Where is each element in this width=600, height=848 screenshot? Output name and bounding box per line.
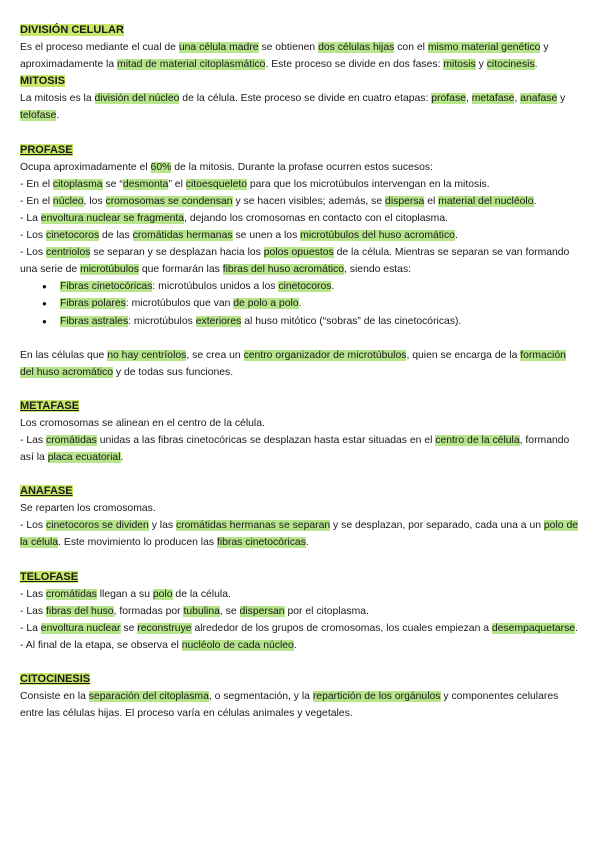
highlighted-term: cinetocoros se dividen [46,520,149,532]
text-run: , siendo estas: [344,264,412,276]
highlighted-term: mismo material genético [427,42,541,54]
section-title-division: DIVISIÓN CELULAR [20,24,124,36]
metafase-line-1 [20,415,582,432]
text-run: - Las [20,434,46,446]
text-run: . [331,281,335,293]
text-run: unidas a las fibras cinetocóricas se desplazan hasta estar situadas en el [96,434,436,446]
text-run: y [557,93,566,105]
profase-line-1 [20,159,582,176]
text-run: La mitosis es la [20,93,95,105]
anafase-line-2 [20,517,582,551]
text-run: de la célula. [172,588,231,600]
highlighted-term: polo de la célula [20,520,578,549]
text-run: y [475,59,487,71]
highlighted-term: Fibras polares [60,298,126,310]
text-run: , se crea un [186,349,244,361]
section-title-profase: PROFASE [20,143,73,156]
highlighted-term: polo [152,588,173,600]
highlighted-term: centro de la célula [435,434,520,446]
fibras-list [20,278,582,329]
text-run: - En el [20,178,53,190]
telofase-line-3 [20,620,582,637]
text-run: de las [99,230,133,242]
text-run: . [293,639,297,651]
text-run: . [454,230,458,242]
profase-line-5 [20,227,582,244]
highlighted-term: citoesqueleto [185,178,248,190]
highlighted-term: reconstruye [137,622,192,634]
highlighted-term: mitosis [443,59,476,71]
text-run: y componentes celulares entre las células hijas. El proceso varía en células animales y vegetales. [20,691,559,720]
text-run: se separan y se desplazan hacia los [90,247,264,259]
highlighted-term: cromátidas hermanas [132,230,233,242]
highlighted-term: cinetocoros [278,281,332,293]
highlighted-term: placa ecuatorial [47,452,121,464]
text-run: , o segmentación, y la [208,691,313,703]
highlighted-term: microtúbulos del huso acromático [300,230,455,242]
text-run: . [298,298,302,310]
text-run: de la célula. Mientras se separan se van formando una serie de [20,247,570,276]
highlighted-term: citoplasma [52,178,103,190]
text-run: . [575,622,578,634]
highlighted-term: de polo a polo [233,298,299,310]
section-title-metafase: METAFASE [20,399,80,412]
section-title-mitosis: MITOSIS [20,75,66,88]
highlighted-term: mitad de material citoplasmático [117,59,266,71]
text-run: para que los microtúbulos intervengan en la mitosis. [247,178,490,190]
text-run: y las [148,520,176,532]
text-run: Se reparten los cromosomas. [20,503,156,515]
highlighted-term: tubulina [183,605,220,617]
text-run: se [120,622,138,634]
highlighted-term: desempaquetarse [491,622,576,634]
highlighted-term: fibras del huso acromático [222,264,345,276]
highlighted-term: fibras del huso [46,605,114,617]
text-run: . [120,452,124,464]
section-title-citocinesis: CITOCINESIS [20,673,91,685]
text-run: - Los [20,230,46,242]
highlighted-term: citocinesis [486,59,535,71]
text-run: . [533,195,537,207]
text-run: - La [20,212,41,224]
text-run: : microtúbulos unidos a los [152,281,279,293]
profase-line-3 [20,193,582,210]
profase-line-6 [20,244,582,278]
highlighted-term: centriolos [46,247,91,259]
highlighted-term: una célula madre [178,42,259,54]
division-intro [20,39,582,73]
text-run: . [56,110,60,122]
text-run: . [305,537,309,549]
text-run: , [465,93,472,105]
text-run: , los [83,195,106,207]
text-run: al huso mitótico (“sobras” de las cinetocóricas). [241,315,462,327]
text-run: - Las [20,605,46,617]
highlighted-term: dos células hijas [318,42,395,54]
highlighted-term: polos opuestos [263,247,334,259]
text-run: Ocupa aproximadamente el [20,161,151,173]
telofase-line-1 [20,586,582,603]
text-run: : microtúbulos [128,315,196,327]
highlighted-term: exteriores [195,315,242,327]
text-run: . Este proceso se divide en dos fases: [265,59,444,71]
text-run: - Las [20,588,46,600]
list-item [42,295,582,312]
citocinesis-line-1 [20,688,582,722]
profase-line-4 [20,210,582,227]
text-run: se unen a los [232,230,301,242]
highlighted-term: envoltura nuclear se fragmenta [40,212,185,224]
text-run: - En el [20,195,53,207]
highlighted-term: desmonta [122,178,169,190]
text-run: Consiste en la [20,691,89,703]
text-run: , formadas por [113,605,184,617]
text-run: y aproximadamente la [20,42,549,71]
highlighted-term: nucléolo de cada núcleo [181,639,294,651]
text-run: llegan a su [96,588,153,600]
text-run: Los cromosomas se alinean en el centro de la célula. [20,417,265,429]
text-run: - La [20,622,41,634]
text-run: , [514,93,521,105]
text-run: : microtúbulos que van [125,298,234,310]
text-run: el [424,195,439,207]
highlighted-term: Fibras astrales [60,315,129,327]
document-page [20,22,582,722]
section-title-anafase: ANAFASE [20,485,73,498]
text-run: se “ [102,178,123,190]
text-run: con el [394,42,428,54]
highlighted-term: cromátidas hermanas se separan [175,520,331,532]
highlighted-term: metafase [471,93,515,105]
highlighted-term: dispersan [239,605,285,617]
telofase-line-4 [20,637,582,654]
highlighted-term: 60% [150,161,172,173]
telofase-line-2 [20,603,582,620]
highlighted-term: profase [431,93,466,105]
text-run: de la mitosis. Durante la profase ocurren estos sucesos: [171,161,433,173]
highlighted-term: cromátidas [46,588,97,600]
highlighted-term: cinetocoros [46,230,100,242]
highlighted-term: separación del citoplasma [88,691,209,703]
highlighted-term: anafase [520,93,558,105]
text-run: y de todas sus funciones. [113,366,234,378]
text-run: se obtienen [258,42,319,54]
text-run: por el citoplasma. [284,605,369,617]
highlighted-term: material del nucléolo [438,195,534,207]
profase-note [20,347,582,381]
profase-line-2 [20,176,582,193]
highlighted-term: centro organizador de microtúbulos [243,349,407,361]
section-title-telofase: TELOFASE [20,570,79,583]
highlighted-term: envoltura nuclear [40,622,121,634]
text-run: , formando así la [20,434,570,464]
text-run: Es el proceso mediante el cual de [20,42,179,54]
highlighted-term: Fibras cinetocóricas [60,281,153,293]
text-run: . [534,59,538,71]
highlighted-term: cromátidas [46,434,97,446]
list-item [42,313,582,330]
highlighted-term: microtúbulos [80,264,139,276]
text-run: - Al final de la etapa, se observa el [20,639,182,651]
highlighted-term: fibras cinetocóricas [216,537,306,549]
highlighted-term: repartición de los orgánulos [312,691,441,703]
highlighted-term: cromosomas se condensan [105,195,233,207]
text-run: En las células que [20,349,108,361]
text-run: y se desplazan, por separado, cada una a un [330,520,544,532]
text-run: , quien se encarga de la [406,349,521,361]
highlighted-term: núcleo [52,195,84,207]
text-run: de la célula. Este proceso se divide en cuatro etapas: [179,93,432,105]
list-item [42,278,582,295]
text-run: - Los [20,520,46,532]
anafase-line-1 [20,500,582,517]
highlighted-term: dispersa [385,195,425,207]
text-run: . Este movimiento lo producen las [58,537,217,549]
highlighted-term: formación del huso acromático [20,349,566,378]
highlighted-term: telofase [20,110,57,122]
text-run: ” el [168,178,186,190]
text-run: alrededor de los grupos de cromosomas, los cuales empiezan a [191,622,492,634]
text-run: , dejando los cromosomas en contacto con el citoplasma. [184,212,448,224]
metafase-line-2 [20,432,582,466]
text-run: que formarán las [138,264,223,276]
highlighted-term: no hay centríolos [107,349,187,361]
text-run: , se [219,605,240,617]
highlighted-term: división del núcleo [94,93,180,105]
text-run: - Los [20,247,46,259]
text-run: y se hacen visibles; además, se [232,195,386,207]
mitosis-intro [20,90,582,124]
